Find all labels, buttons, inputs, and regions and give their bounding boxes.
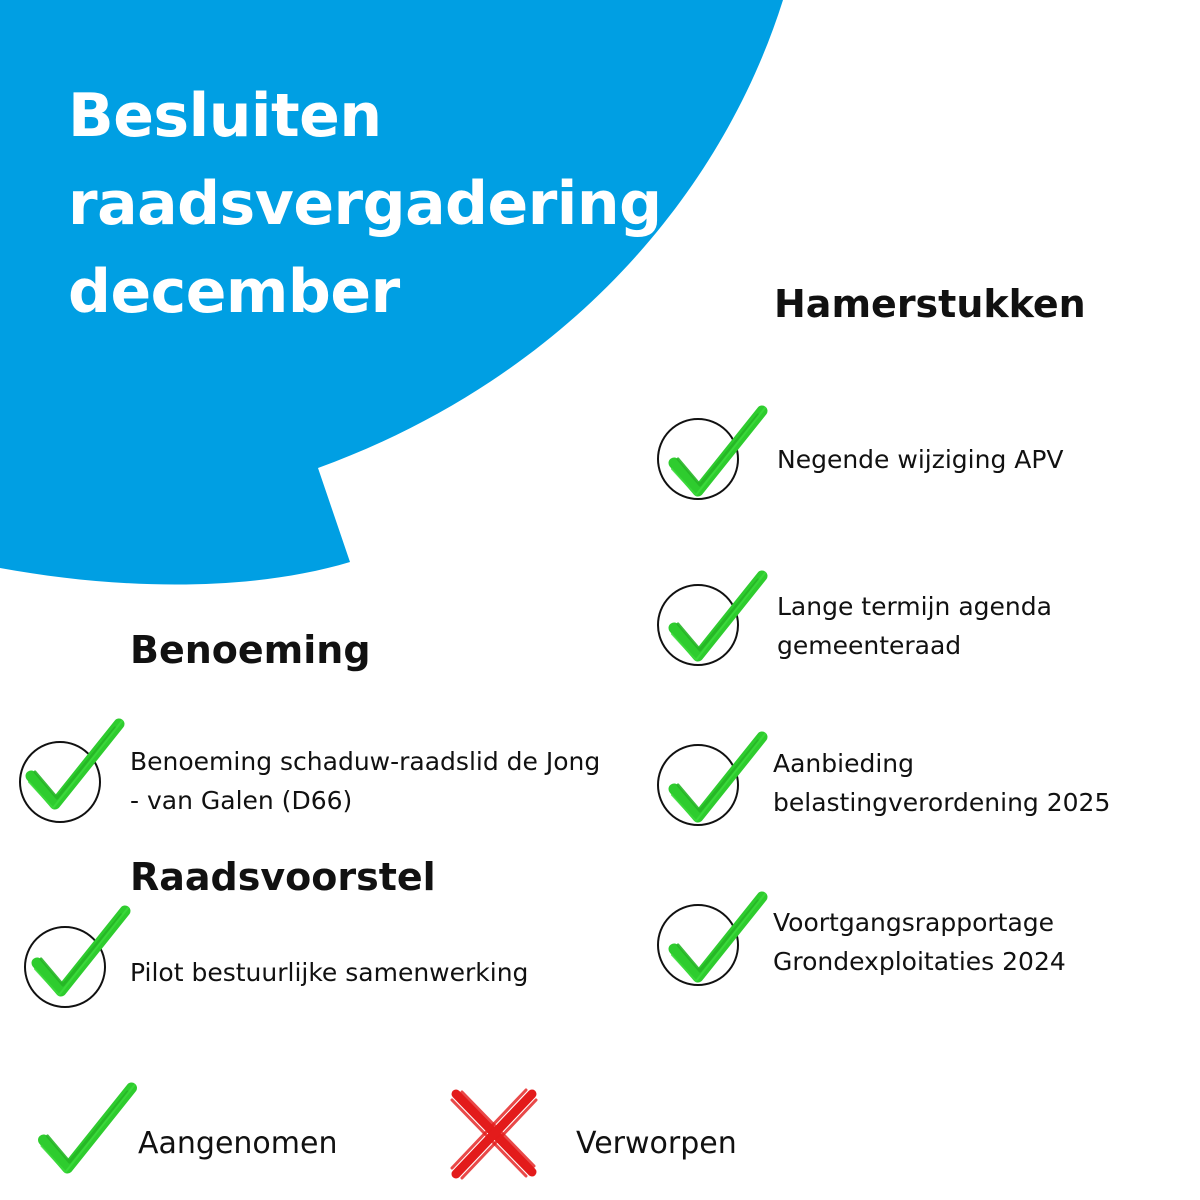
raadsvoorstel-heading: Raadsvoorstel [130, 855, 436, 899]
legend-accepted-label: Aangenomen [138, 1126, 338, 1161]
benoeming-item-text: Benoeming schaduw-raadslid de Jong - van Galen (D66) [130, 747, 601, 815]
red-cross-icon [448, 1088, 540, 1180]
hamerstuk-item-text: Lange termijn agenda gemeenteraad [777, 592, 1052, 660]
green-check-icon [668, 405, 768, 500]
green-check-icon [31, 905, 131, 1000]
hamerstuk-item-text: Negende wijziging APV [777, 445, 1064, 474]
green-check-icon [668, 731, 768, 826]
raadsvoorstel-item-text: Pilot bestuurlijke samenwerking [130, 958, 529, 987]
green-check-icon [668, 570, 768, 665]
legend-rejected-label: Verworpen [576, 1126, 737, 1161]
hamerstuk-item-text: Voortgangsrapportage Grondexploitaties 2024 [773, 908, 1066, 976]
green-check-icon [668, 891, 768, 986]
title-line-1: Besluiten [68, 81, 382, 151]
hamerstuk-item-text: Aanbieding belastingverordening 2025 [773, 749, 1111, 817]
green-check-icon [25, 718, 125, 813]
hamerstukken-heading: Hamerstukken [774, 282, 1086, 326]
title-line-3: december [68, 257, 400, 327]
title-line-2: raadsvergadering [68, 169, 662, 239]
benoeming-heading: Benoeming [130, 628, 371, 672]
page-title [68, 72, 668, 336]
legend-accepted-icon [35, 1082, 140, 1177]
